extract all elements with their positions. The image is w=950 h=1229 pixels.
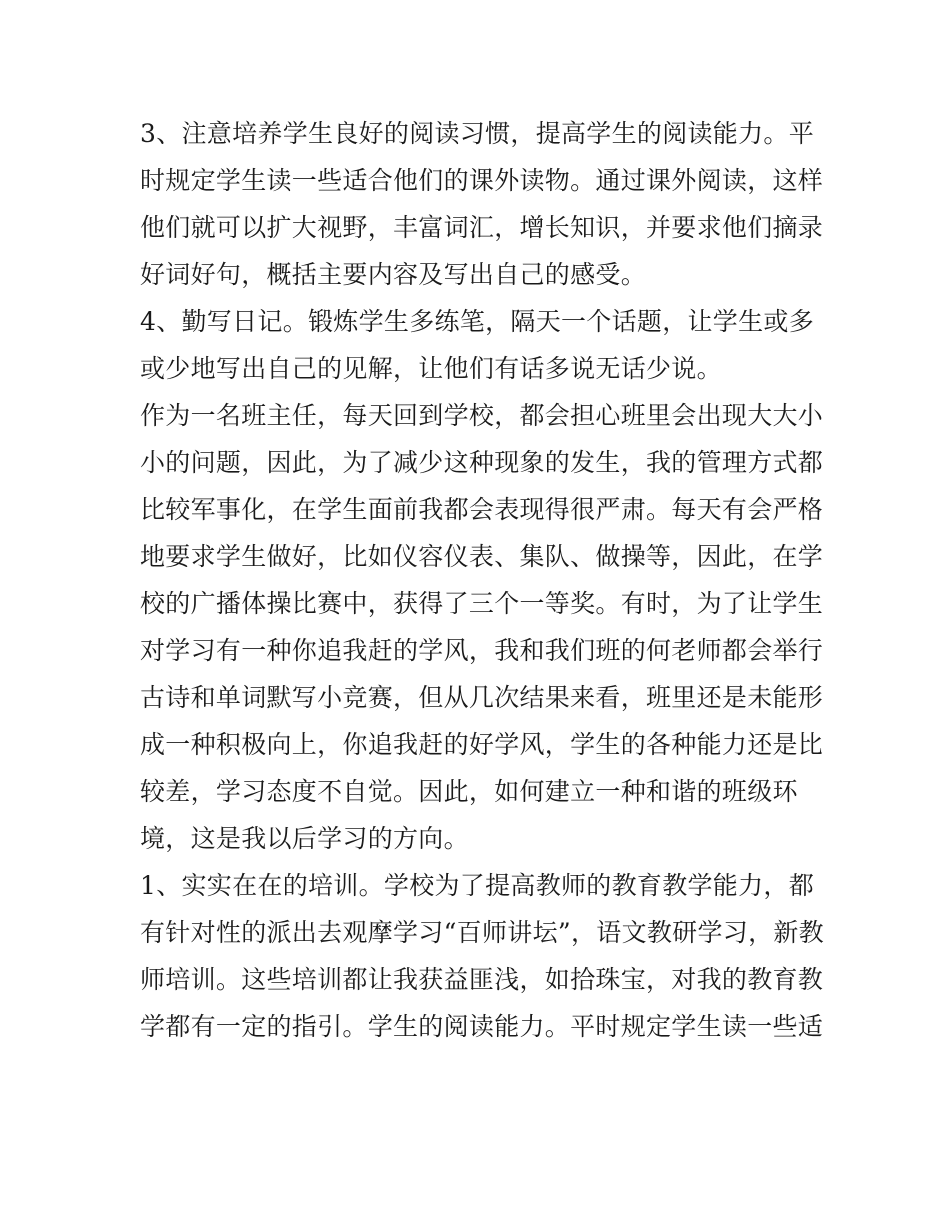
text-line: 1、实实在在的培训。学校为了提高教师的教育教学能力，都 [140, 871, 815, 900]
text-line: 校的广播体操比赛中，获得了三个一等奖。有时，为了让学生 [140, 589, 824, 618]
text-line: 4、勤写日记。锻炼学生多练笔，隔天一个话题，让学生或多 [140, 307, 815, 336]
text-line: 师培训。这些培训都让我获益匪浅，如拾珠宝，对我的教育教 [140, 965, 824, 994]
paragraph-diary-writing [140, 298, 820, 392]
paragraph-class-management [140, 392, 824, 862]
paragraph-reading-habits [140, 110, 824, 298]
text-line: 他们就可以扩大视野，丰富词汇，增长知识，并要求他们摘录 [140, 213, 824, 242]
text-line: 地要求学生做好，比如仪容仪表、集队、做操等，因此，在学 [140, 542, 824, 571]
text-line: 比较军事化，在学生面前我都会表现得很严肃。每天有会严格 [140, 495, 824, 524]
text-line: 成一种积极向上，你追我赶的好学风，学生的各种能力还是比 [140, 730, 824, 759]
text-line: 时规定学生读一些适合他们的课外读物。通过课外阅读，这样 [140, 166, 824, 195]
text-line: 对学习有一种你追我赶的学风，我和我们班的何老师都会举行 [140, 636, 824, 665]
text-line: 小的问题，因此，为了减少这种现象的发生，我的管理方式都 [140, 448, 824, 477]
text-line: 较差，学习态度不自觉。因此，如何建立一种和谐的班级环 [140, 777, 798, 806]
paragraph-training [140, 862, 824, 1050]
text-line: 有针对性的派出去观摩学习“百师讲坛”，语文教研学习，新教 [140, 918, 824, 947]
text-line: 或少地写出自己的见解，让他们有话多说无话少说。 [140, 354, 722, 383]
document-body [140, 110, 824, 1050]
text-line: 好词好句，概括主要内容及写出自己的感受。 [140, 260, 647, 289]
text-line: 3、注意培养学生良好的阅读习惯，提高学生的阅读能力。平 [140, 119, 815, 148]
text-line: 学都有一定的指引。学生的阅读能力。平时规定学生读一些适 [140, 1012, 824, 1041]
text-line: 境，这是我以后学习的方向。 [140, 824, 469, 853]
text-line: 古诗和单词默写小竞赛，但从几次结果来看，班里还是未能形 [140, 683, 824, 712]
text-line: 作为一名班主任，每天回到学校，都会担心班里会出现大大小 [140, 401, 824, 430]
